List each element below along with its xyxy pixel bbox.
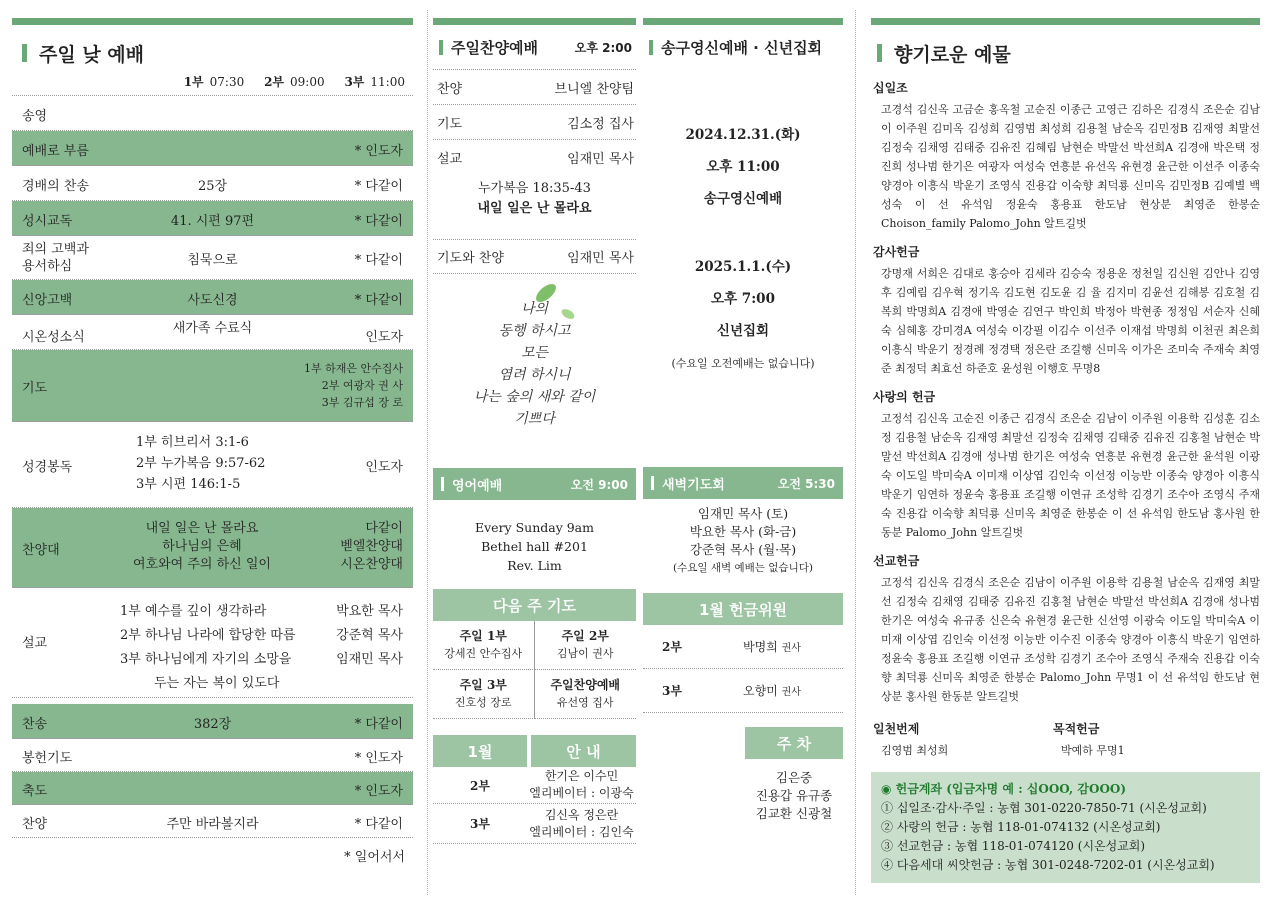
event-2: 2025.1.1.(수) 오후 7:00 신년집회: [694, 259, 792, 339]
calligraphy: 나의 동행 하시고 모든 염려 하시니 나는 숲의 새와 같이 기쁘다: [433, 274, 636, 466]
order-row: 신앙고백 사도신경 * 다같이: [12, 280, 413, 315]
order-row: 죄의 고백과 용서하심 침묵으로 * 다같이: [12, 236, 413, 280]
program-row: 기도 김소정 집사: [433, 105, 636, 140]
leaf-icon: [531, 280, 561, 306]
offering-column: [871, 18, 1260, 883]
header-bar: [643, 18, 843, 25]
dawn-prayer-info: 임재민 목사 (토) 박요한 목사 (화-금) 강준혁 목사 (월·목) (수요일 새벽 예배는 없습니다): [673, 506, 813, 574]
offering-committee-header: 1월 헌금위원: [643, 593, 843, 625]
program-row: 찬양 브니엘 찬양팀: [433, 70, 636, 105]
marker-icon: [439, 40, 443, 55]
name-list: 고정석 김신옥 김경식 조은순 김남이 이주원 이용학 김용철 남순옥 김재영 최말선 김정숙 김채영 김태중 김유진 김홍철 남현순 박말선 박선희A 김경애 성나범 한기은 여성숙 유규종 신은숙 유현경 윤근한 신선영 이광숙 이도일 박미숙A 이미재 이상엽 김인숙 이선정 이능반 이수진 이종숙 양경아 이흥식 박운기 임연하 정윤숙 홍용표 조길행 이연규 조성학 김경기 조수아 조영식 주재숙 진용갑 이숙향 최덕룡 신미옥 최영준 한봉순 Palomo_John 무명1 이 선 유석임 한도남 현상분 홍사원 한동분 알트길벗: [881, 576, 1260, 703]
event-1: 2024.12.31.(화) 오후 11:00 송구영신예배: [685, 127, 801, 207]
divider: [855, 10, 856, 895]
committee-row: 3부 오향미 권사: [643, 669, 843, 713]
order-row: 성시교독 41. 시편 97편 * 다같이: [12, 201, 413, 236]
marker-icon: [22, 44, 27, 62]
header-bar: [871, 18, 1260, 25]
afternoon-worship-column: [433, 18, 636, 844]
name-list: 강명재 서희은 김대로 홍승아 김세라 김승숙 정용운 정천일 김신원 김안나 김영후 김예림 김우혁 정기옥 김도현 김도윤 김 율 김지미 김윤선 김해봉 김호철 김복희 박명희A 김경애 박영순 김연구 박인희 박정아 박현종 정정임 서순자 신혜숙 심혜홍 강미경A 여성숙 이강필 이김수 이선주 이재섭 박명희 이천권 최은희 이흥식 박운기 정경례 정경택 정은란 조길행 신미옥 이가은 조미숙 주재숙 최영준 최정덕 최효선 하준호 윤성원 이행호 무명8: [881, 267, 1260, 375]
section-heading: 선교헌금: [873, 554, 920, 568]
order-row: 시온성소식 새가족 수료식 인도자: [12, 315, 413, 350]
name-list: 고정석 김신옥 고순진 이종근 김경식 조은순 김남이 이주원 이용학 김성훈 김소정 김용철 남순옥 김재영 최말선 김정숙 김채영 김태중 김유진 김홍철 남현순 박말선 박선희A 김경애 성나범 한기은 여성숙 연흥분 유현경 윤근한 윤석원 이광숙 이도일 박미숙A 이미재 이상엽 김인숙 이선정 이능반 이종숙 양경아 이흥식 박운기 임연하 정윤숙 홍용표 조길행 이연규 조성학 김경기 조수아 조영식 주재숙 진용갑 이숙향 최덕룡 신미옥 최영준 한봉순 이 선 유석임 한도남 홍사원 한동분 Palomo_John 알트길벗: [881, 412, 1260, 539]
choir-row: 찬양대 내일 일은 난 몰라요 하나님의 은혜 여호와여 주의 하신 일이 다같이 벧엘찬양대 시온찬양대: [12, 508, 413, 588]
program-row: 설교 임재민 목사: [437, 152, 634, 167]
scripture-row: 성경봉독 1부 히브리서 3:1-6 2부 누가복음 9:57-62 3부 시편 146:1-5 인도자: [12, 422, 413, 508]
standing-note: * 일어서서: [344, 850, 405, 865]
program-row: 기도와 찬양 임재민 목사: [433, 240, 636, 274]
order-row: 봉헌기도 * 인도자: [12, 739, 413, 772]
guide-row: 3부 김신옥 정은란 엘리베이터 : 김인숙: [433, 804, 636, 844]
next-prayer-header: 다음 주 기도: [433, 589, 636, 621]
prayer-row: 기도 1부 하재은 안수집사 2부 여광자 권 사 3부 김규섭 장 로: [12, 350, 413, 422]
divider: [427, 10, 428, 895]
section-title: 주일찬양예배 오후 2:00: [433, 25, 636, 69]
header-bar: [12, 18, 413, 25]
guide-row: 2부 한기은 이수민 엘리베이터 : 이광숙: [433, 767, 636, 804]
event-note: (수요일 오전예배는 없습니다): [671, 357, 815, 370]
sunday-worship-column: [12, 18, 413, 865]
english-worship-info: Every Sunday 9am Bethel hall #201 Rev. Lim: [474, 520, 594, 573]
parking-block: 주 차 김은중 진용갑 유규종 김교환 신광철: [745, 727, 843, 823]
marker-icon: [649, 40, 653, 55]
order-row: 찬송 382장 * 다같이: [12, 704, 413, 739]
account-box: ◉ 헌금계좌 (입금자명 예 : 십OOO, 감OOO) ① 십일조·감사·주일 : 농협 301-0220-7850-71 (시온성교회) ② 사랑의 헌금 : 농협 118-01-074132 (시온성교회) ③ 선교헌금 : 농협 118-01-074120 (시온성교회) ④ 다음세대 씨앗헌금 : 농협 301-0248-7202-01 (시온성교회): [871, 772, 1260, 883]
marker-icon: [877, 44, 882, 62]
order-row: 예배로 부름 * 인도자: [12, 131, 413, 166]
newyear-column: [643, 18, 843, 823]
section-heading: 감사헌금: [873, 245, 920, 259]
extra-offerings: 일천번제 김영범 최성희 목적헌금 박예하 무명1: [873, 722, 1125, 757]
order-row: 축도 * 인도자: [12, 772, 413, 805]
section-heading: 십일조: [873, 81, 908, 95]
section-title: 송구영신예배 · 신년집회: [643, 25, 843, 69]
guide-header: 1월 안 내: [433, 735, 636, 767]
sermon-text: 누가복음 18:35-43 내일 일은 난 몰라요: [433, 175, 636, 240]
dawn-prayer-header: 새벽기도회 오전 5:30: [643, 467, 843, 499]
sermon-row: 설교 1부 예수를 깊이 생각하라 2부 하나님 나라에 합당한 따름 3부 하나님에게 자기의 소망을 두는 자는 복이 있도다 박요한 목사 강준혁 목사 임재민 목사: [12, 588, 413, 698]
english-worship-header: 영어예배 오전 9:00: [433, 468, 636, 500]
committee-row: 2부 박명희 권사: [643, 625, 843, 669]
section-title: 주일 낮 예배: [12, 25, 413, 69]
leaf-icon: [559, 306, 577, 322]
order-row: 경배의 찬송 25장 * 다같이: [12, 166, 413, 201]
next-prayer-grid: 주일 1부 강세진 안수집사 주일 2부 김남이 권사 주일 3부 진호성 장로 주일찬양예배 유선영 집사: [433, 621, 636, 719]
service-times: 1부 07:30 2부 09:00 3부 11:00: [183, 75, 405, 89]
section-title: 향기로운 예물: [871, 25, 1260, 69]
name-list: 고경석 김신옥 고금순 홍옥철 고순진 이종근 고영근 김하은 김경식 조은순 김남이 이주원 김미옥 김성희 김영범 최성희 김용철 남순옥 김민정B 김재영 최말선 김정숙 김채영 김태중 김유진 김혜림 남현순 박말선 박선희A 김경애 박은택 정진희 성나범 한기은 여광자 여성숙 연흥분 유선옥 유현경 윤근한 이선주 이종숙 양경아 이흥식 박운기 조영식 진용갑 이숙향 최덕룡 신미옥 김민정B 김예별 백성숙 이 선 유석임 정윤숙 홍용표 한도남 현상분 최영준 한봉순 Choison_family Palomo_John 알트길벗: [881, 103, 1260, 230]
section-heading: 사랑의 헌금: [873, 390, 936, 404]
order-row: 찬양 주만 바라볼지라 * 다같이: [12, 805, 413, 838]
order-row: 송영: [12, 96, 413, 131]
header-bar: [433, 18, 636, 25]
